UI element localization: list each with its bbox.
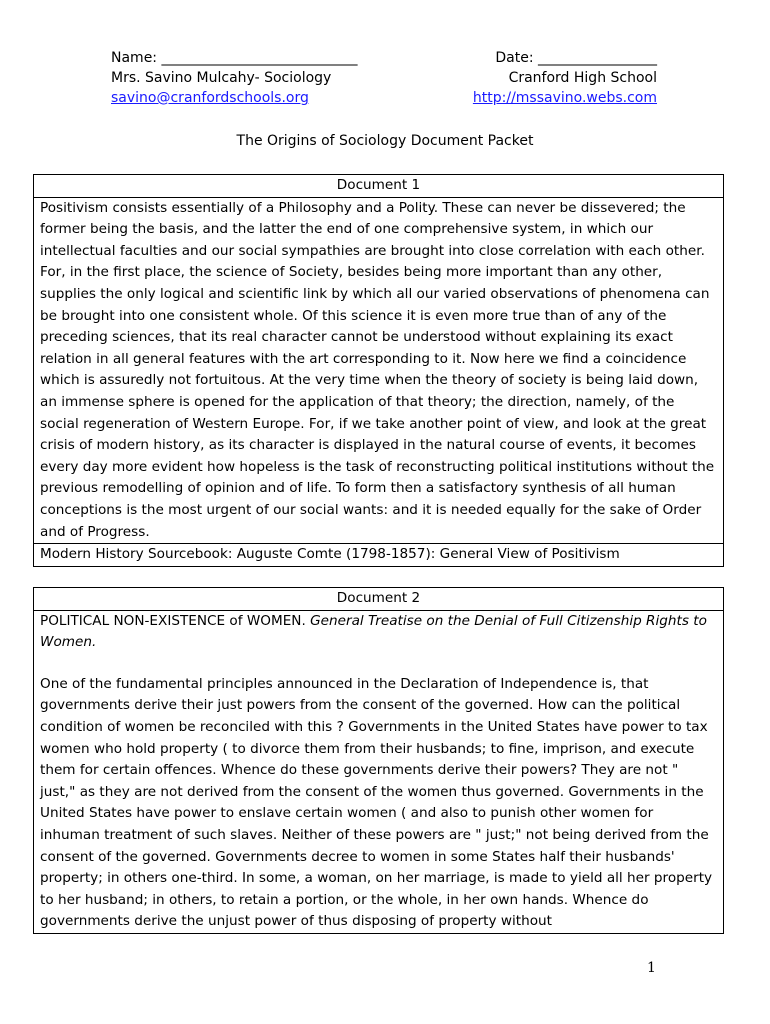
page-number: 1: [647, 960, 656, 976]
document-2-title: [40, 611, 717, 654]
page-header: [111, 48, 657, 108]
teacher-name: Mrs. Savino Mulcahy- Sociology: [111, 70, 332, 86]
document-2-heading: Document 2: [34, 588, 724, 611]
document-2-table: [33, 587, 724, 934]
header-row-1: [111, 48, 657, 68]
paragraph-gap: [40, 654, 717, 674]
header-row-3: [111, 88, 657, 108]
document-2-body: One of the fundamental principles announced in the Declaration of Independence is, that governments derive their just powers from the consent of the governed. How can the political condition of women be reconciled with this ? Governments in the United States have power to tax women who hold property ( to divorce them from their husbands; to fine, imprison, and execute them for certain offences. Whence do these governments derive their powers? They are not " just," as they are not derived from the consent of the women thus governed. Governments in the United States have power to enslave certain women ( and also to punish other women for inhuman treatment of such slaves. Neither of these powers are " just;" not being derived from the consent of the governed. Governments decree to women in some States half their husbands' property; in others one-third. In some, a woman, on her marriage, is made to yield all her property to her husband; in others, to retain a portion, or the whole, in her own hands. Whence do governments derive the unjust power of thus disposing of property without: [40, 675, 713, 930]
date-field-label: Date: _________________: [495, 50, 657, 66]
document-title: The Origins of Sociology Document Packet: [236, 133, 534, 149]
document-1-table: [33, 174, 724, 567]
document-1-heading: Document 1: [34, 175, 724, 198]
name-field-label: Name: ____________________________: [111, 50, 358, 66]
email-link[interactable]: savino@cranfordschools.org: [111, 90, 309, 106]
school-name: Cranford High School: [508, 70, 657, 86]
document-2-title-italic: General Treatise on the Denial of Full Citizenship Rights to Women.: [40, 612, 707, 651]
document-2-title-plain: POLITICAL NON-EXISTENCE of WOMEN.: [40, 612, 306, 629]
header-row-2: [111, 68, 657, 88]
document-1-body: Positivism consists essentially of a Philosophy and a Polity. These can never be dissevered; the former being the basis, and the latter the end of one comprehensive system, in which our intellectual faculties and our social sympathies are brought into close correlation with each other. For, in the first place, the science of Society, besides being more important than any other, supplies the only logical and scientific link by which all our varied observations of phenomena can be brought into one consistent whole. Of this science it is even more true than of any of the preceding sciences, that its real character cannot be understood without explaining its exact relation in all general features with the art corresponding to it. Now here we find a coincidence which is assuredly not fortuitous. At the very time when the theory of society is being laid down, an immense sphere is opened for the application of that theory; the direction, namely, of the social regeneration of Western Europe. For, if we take another point of view, and look at the great crisis of modern history, as its character is displayed in the natural course of events, it becomes every day more evident how hopeless is the task of reconstructing political institutions without the previous remodelling of opinion and of life. To form then a satisfactory synthesis of all human conceptions is the most urgent of our social wants: and it is needed equally for the sake of Order and of Progress.: [34, 197, 724, 544]
website-link[interactable]: http://mssavino.webs.com: [472, 90, 657, 106]
document-1-source: Modern History Sourcebook: Auguste Comte (1798-1857): General View of Positivism: [34, 544, 724, 567]
document-2-content: [34, 610, 724, 933]
